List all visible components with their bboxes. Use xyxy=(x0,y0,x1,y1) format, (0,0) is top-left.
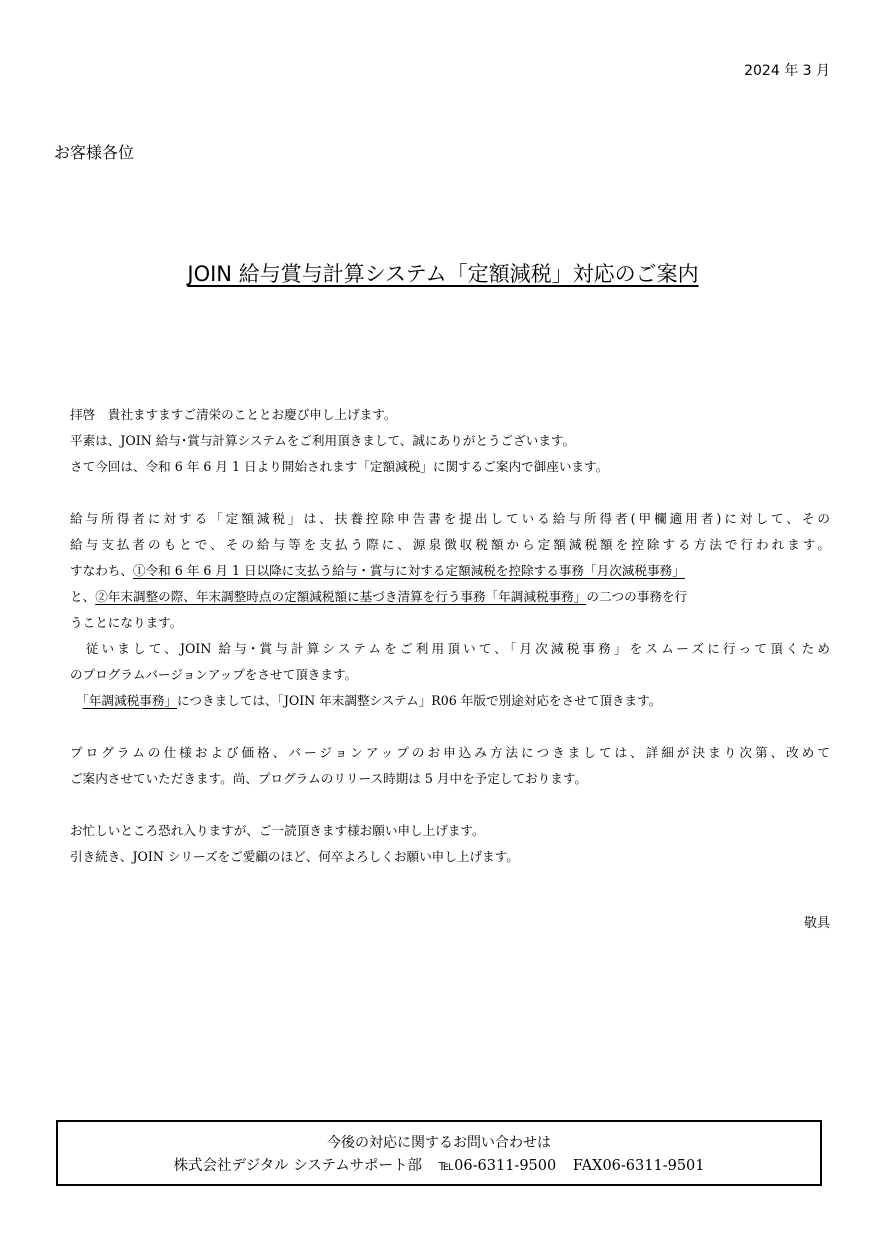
para2-line xyxy=(70,584,830,610)
document-title-text: JOIN 給与賞与計算システム「定額減税」対応のご案内 xyxy=(187,262,699,286)
contact-fax: FAX06-6311-9501 xyxy=(572,1158,705,1174)
yearend-tax-task-highlight: ②年末調整の際、年末調整時点の定額減税額に基づき清算を行う事務「年調減税事務」 xyxy=(95,589,587,604)
greeting-line: さて今回は、令和 6 年 6 月 1 日より開始されます「定額減税」に関するご案内で御座います。 xyxy=(70,459,609,474)
para2-line: うことになります。 xyxy=(70,615,183,630)
contact-box xyxy=(56,1120,822,1186)
para2-line xyxy=(70,558,830,584)
monthly-tax-task-highlight: ①令和 6 年 6 月 1 日以降に支払う給与・賞与に対する定額減税を控除する事務「月次減税事務」 xyxy=(132,563,685,578)
para2-line: 従いまして、JOIN 給与･賞与計算システムをご利用頂いて、「月次減税事務」をスムーズに行って頂くため xyxy=(70,641,830,656)
document-title xyxy=(0,258,886,288)
para2-line xyxy=(70,688,830,714)
contact-tel: ℡06-6311-9500 xyxy=(438,1158,557,1174)
contact-details xyxy=(58,1154,820,1178)
para4-line: お忙しいところ恐れ入りますが、ご一読頂きます様お願い申し上げます。 xyxy=(70,823,485,838)
addressee: お客様各位 xyxy=(54,143,135,162)
para2-text: につきましては、「JOIN 年末調整システム」R06 年版で別途対応をさせて頂きます。 xyxy=(177,693,662,708)
greeting-line: 拝啓 貴社ますますご清栄のこととお慶び申し上げます。 xyxy=(70,407,397,422)
document-date: 2024 年 3 月 xyxy=(744,63,830,79)
contact-company: 株式会社デジタル システムサポート部 xyxy=(173,1158,422,1174)
para2-text: と、 xyxy=(70,589,96,604)
yearend-tax-task-ref: 「年調減税事務」 xyxy=(82,693,178,708)
para2-line: のプログラムバージョンアップをさせて頂きます。 xyxy=(70,667,358,682)
letter-body xyxy=(70,402,830,870)
para3-line: プログラムの仕様および価格、バージョンアップのお申込み方法につきましては、詳細が決まり次第、改めて xyxy=(70,745,830,760)
para4-line: 引き続き、JOIN シリーズをご愛顧のほど、何卒よろしくお願い申し上げます。 xyxy=(70,849,519,864)
para2-text: の二つの事務を行 xyxy=(586,589,688,604)
closing-remark: 敬具 xyxy=(803,916,830,931)
greeting-line: 平素は、JOIN 給与･賞与計算システムをご利用頂きまして、誠にありがとうございます。 xyxy=(70,433,576,448)
para2-text: すなわち、 xyxy=(70,563,133,578)
contact-heading: 今後の対応に関するお問い合わせは xyxy=(327,1135,551,1151)
para2-line: 給与所得者に対する「定額減税」は、扶養控除申告書を提出している給与所得者(甲欄適用者)に対して、その xyxy=(70,511,830,526)
para2-line: 給与支払者のもとで、その給与等を支払う際に、源泉徴収税額から定額減税額を控除する方法で行われます。 xyxy=(70,537,830,552)
para3-line: ご案内させていただきます。尚、プログラムのリリース時期は 5 月中を予定しております。 xyxy=(70,771,587,786)
